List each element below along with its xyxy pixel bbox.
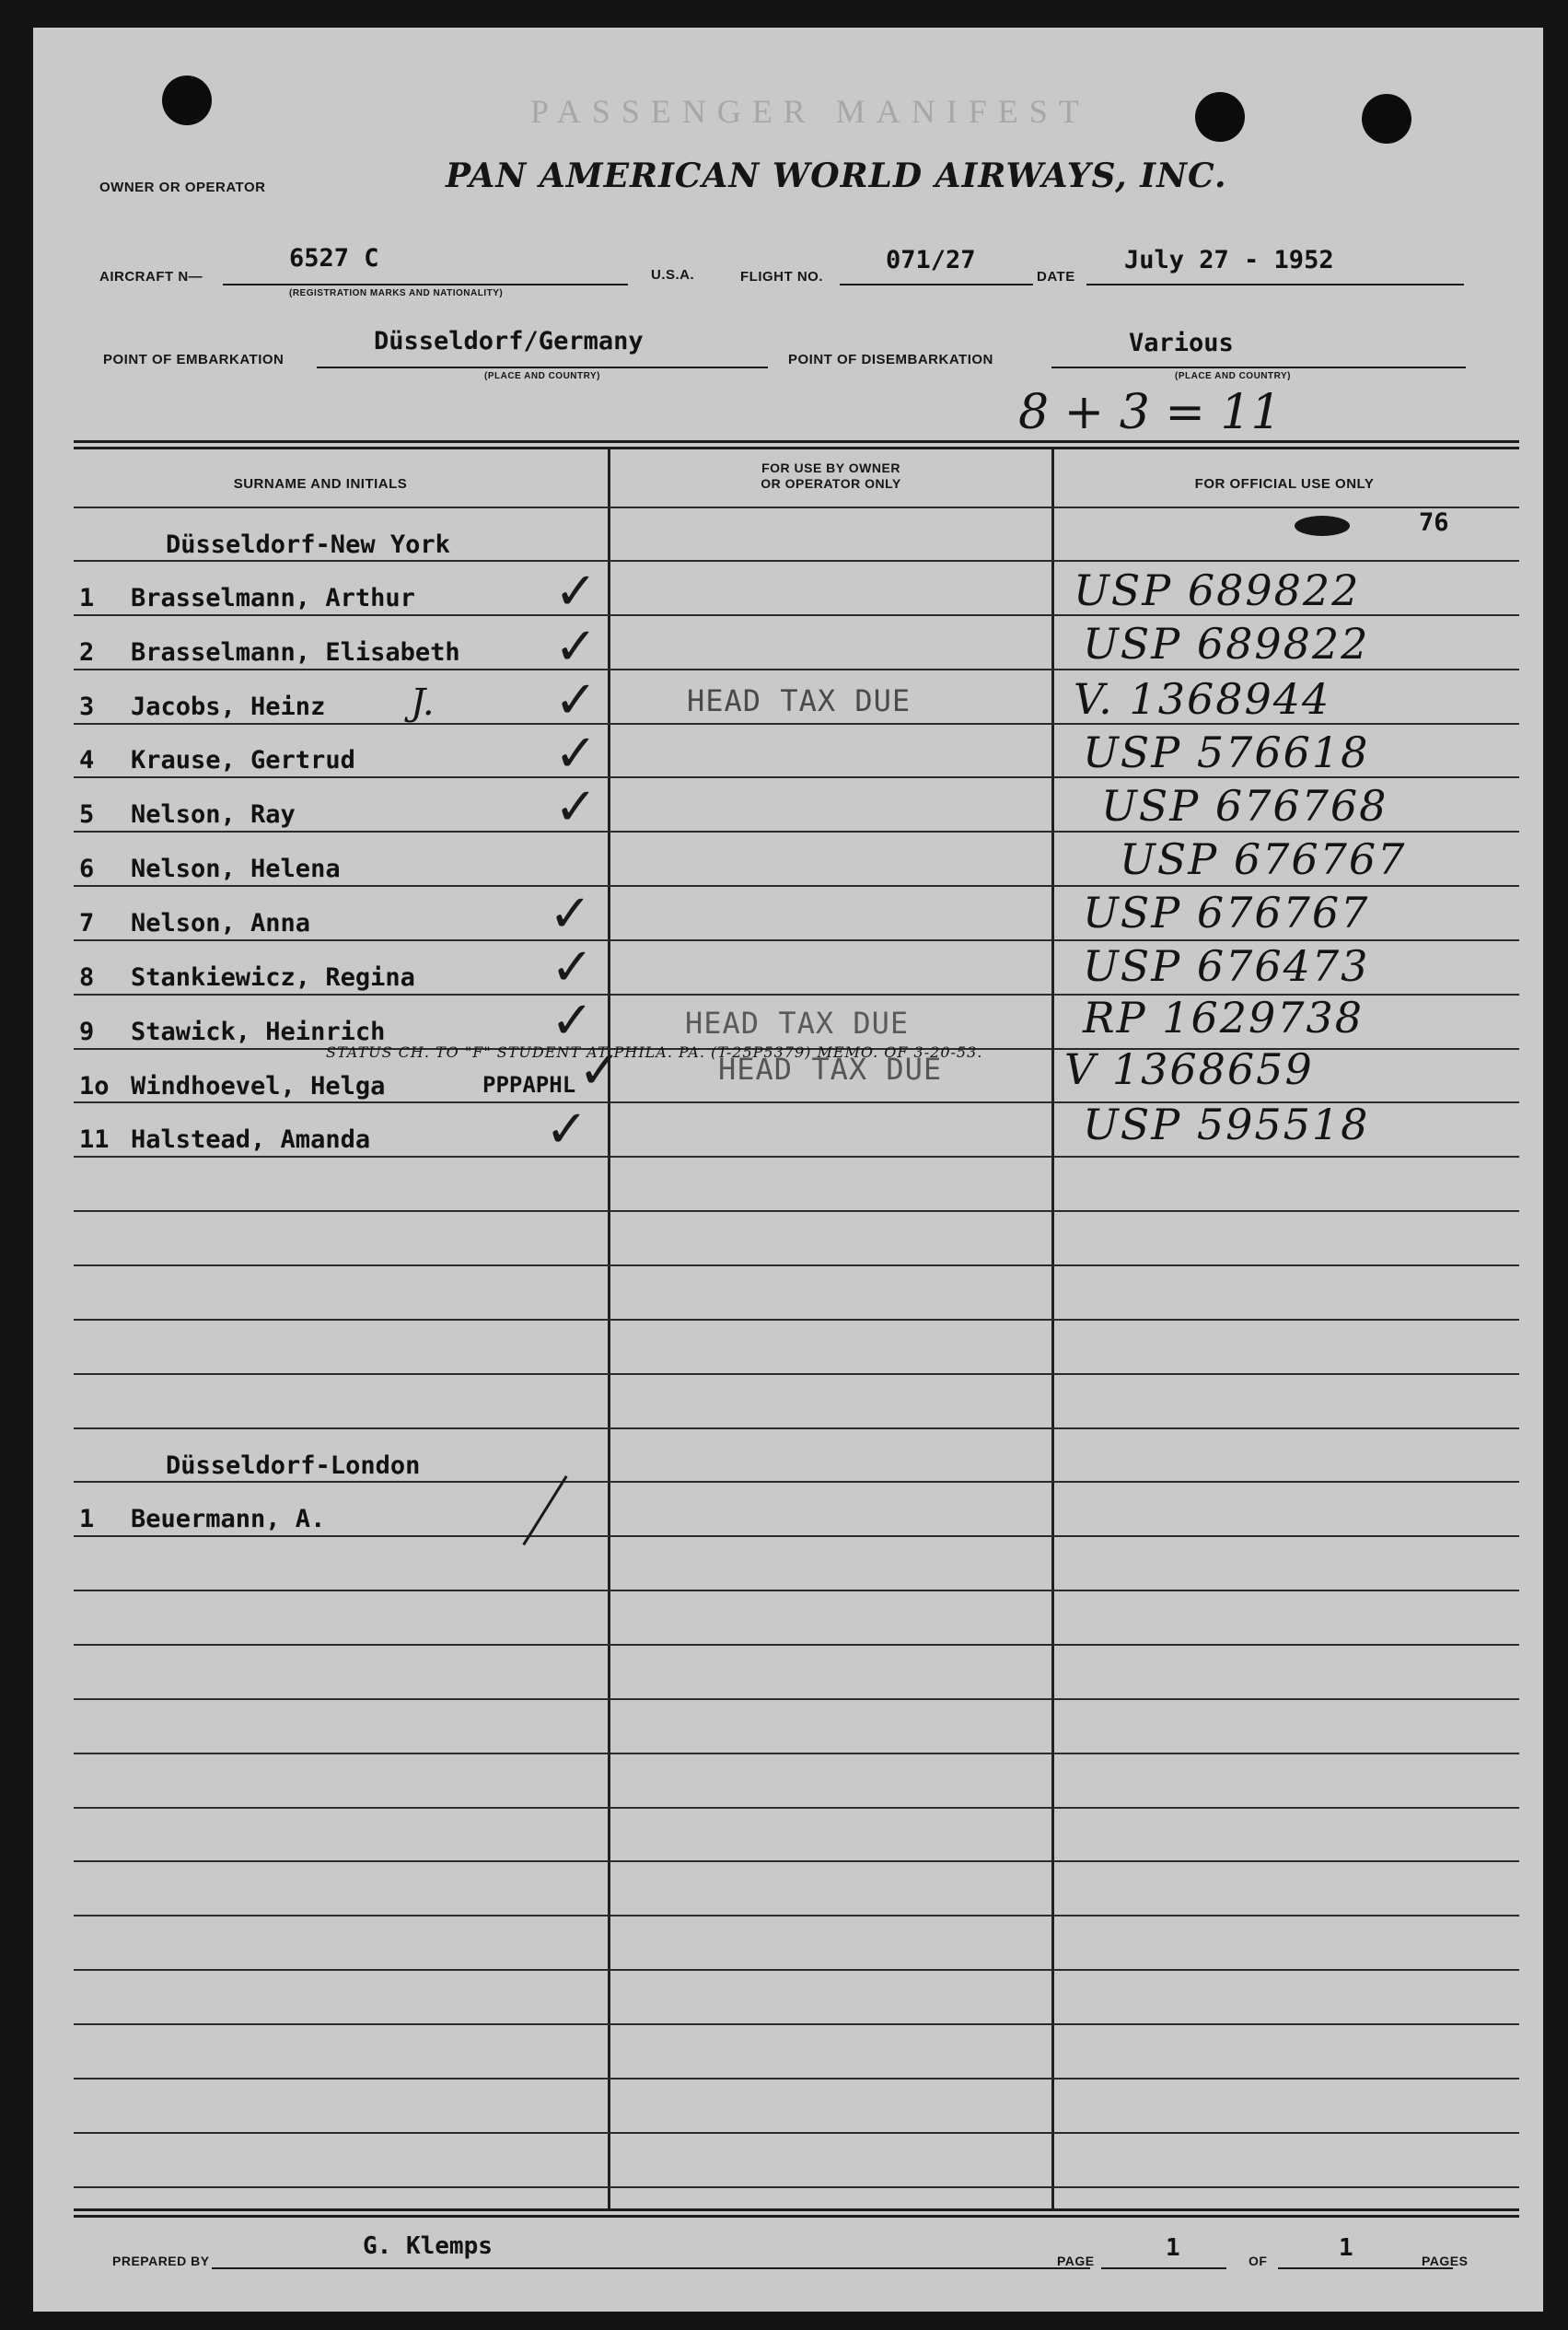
passenger-name: Nelson, Helena	[131, 855, 341, 883]
passenger-number: 4	[79, 746, 95, 775]
passenger-number: 11	[79, 1125, 110, 1154]
check-mark: ✓	[554, 724, 598, 784]
check-mark: ✓	[554, 777, 598, 837]
handwritten-initial: J.	[411, 682, 435, 724]
check-mark: ✓	[545, 1100, 588, 1159]
flight-label: FLIGHT NO.	[740, 269, 823, 285]
passenger-name: Krause, Gertrud	[131, 746, 355, 775]
passenger-number: 3	[79, 693, 95, 721]
check-mark: ✓	[554, 670, 598, 730]
official-entry: USP 689822	[1074, 565, 1361, 615]
owner-label: OWNER OR OPERATOR	[99, 180, 266, 195]
passenger-number: 1o	[79, 1072, 110, 1101]
passenger-name: Nelson, Anna	[131, 909, 311, 938]
passenger-name: Nelson, Ray	[131, 800, 296, 829]
section-heading: Düsseldorf-London	[166, 1451, 421, 1480]
official-entry: USP 676767	[1120, 834, 1407, 884]
official-entry: USP 595518	[1083, 1100, 1370, 1149]
official-entry: USP 689822	[1083, 619, 1370, 669]
usa-label: U.S.A.	[651, 267, 695, 283]
form-title: PASSENGER MANIFEST	[530, 93, 1090, 130]
official-top-number: 76	[1419, 508, 1449, 537]
passenger-tally: 8 + 3 = 11	[1018, 385, 1282, 440]
head-tax-stamp: HEAD TAX DUE	[685, 1006, 910, 1041]
passenger-number: 1	[79, 1505, 95, 1533]
passenger-number: 5	[79, 800, 95, 829]
passenger-name: Stawick, Heinrich	[131, 1018, 386, 1046]
registration-note: (REGISTRATION MARKS AND NATIONALITY)	[289, 288, 504, 298]
official-entry: USP 676768	[1101, 781, 1388, 831]
date-label: DATE	[1037, 269, 1075, 285]
passenger-name: Stankiewicz, Regina	[131, 963, 415, 992]
passenger-name: Brasselmann, Elisabeth	[131, 638, 460, 667]
prepared-label: PREPARED BY	[112, 2254, 210, 2268]
official-header: FOR OFFICIAL USE ONLY	[1194, 476, 1375, 492]
check-mark: ✓	[551, 991, 594, 1051]
status-memo: STATUS CH. TO "F" STUDENT AT PHILA. PA. (T-25P5379) MEMO. OF 3-20-53.	[326, 1043, 983, 1061]
manifest-sheet	[33, 28, 1543, 2312]
passenger-extra: PPPAPHL	[482, 1072, 576, 1098]
page-label: PAGE	[1057, 2254, 1095, 2268]
punch-hole	[1362, 94, 1411, 144]
ink-blot	[1295, 516, 1350, 536]
head-tax-stamp: HEAD TAX DUE	[718, 1052, 943, 1087]
passenger-number: 6	[79, 855, 95, 883]
date-value: July 27 - 1952	[1124, 246, 1334, 274]
passenger-number: 1	[79, 584, 95, 612]
passenger-name: Brasselmann, Arthur	[131, 584, 415, 612]
aircraft-label: AIRCRAFT N—	[99, 269, 203, 285]
passenger-name: Beuermann, A.	[131, 1505, 326, 1533]
passenger-number: 8	[79, 963, 95, 992]
embark-label: POINT OF EMBARKATION	[103, 352, 285, 367]
flight-value: 071/27	[886, 246, 976, 274]
head-tax-stamp: HEAD TAX DUE	[687, 683, 912, 718]
official-entry: USP 676473	[1083, 941, 1370, 991]
surname-header: SURNAME AND INITIALS	[233, 476, 408, 492]
check-mark: ✓	[554, 617, 598, 677]
of-label: OF	[1249, 2254, 1268, 2268]
official-entry: V 1368659	[1064, 1044, 1314, 1094]
place-note: (PLACE AND COUNTRY)	[484, 371, 600, 381]
punch-hole	[1195, 92, 1245, 142]
page-value: 1	[1166, 2234, 1180, 2262]
disembark-value: Various	[1129, 329, 1234, 357]
check-mark: ✓	[551, 938, 594, 997]
pages-label: PAGES	[1422, 2254, 1469, 2268]
of-value: 1	[1339, 2234, 1353, 2262]
owner-use-header-line1: FOR USE BY OWNER	[761, 460, 900, 475]
aircraft-value: 6527 C	[289, 244, 379, 273]
official-entry: USP 576618	[1083, 728, 1370, 777]
passenger-name: Halstead, Amanda	[131, 1125, 371, 1154]
embark-value: Düsseldorf/Germany	[374, 327, 644, 355]
check-mark: ✓	[549, 884, 592, 944]
official-entry: USP 676767	[1083, 888, 1370, 938]
passenger-number: 2	[79, 638, 95, 667]
section-heading: Düsseldorf-New York	[166, 530, 450, 559]
airline-name: PAN AMERICAN WORLD AIRWAYS, INC.	[446, 157, 1227, 195]
passenger-name: Jacobs, Heinz	[131, 693, 326, 721]
place-note: (PLACE AND COUNTRY)	[1175, 371, 1291, 381]
official-entry: V. 1368944	[1074, 674, 1331, 724]
passenger-number: 7	[79, 909, 95, 938]
prepared-value: G. Klemps	[363, 2232, 493, 2260]
disembark-label: POINT OF DISEMBARKATION	[788, 352, 993, 367]
owner-use-header-line2: OR OPERATOR ONLY	[761, 476, 901, 491]
check-mark: ✓	[578, 1041, 621, 1101]
passenger-name: Windhoevel, Helga	[131, 1072, 386, 1101]
punch-hole	[162, 76, 212, 125]
passenger-number: 9	[79, 1018, 95, 1046]
check-mark: ✓	[554, 562, 598, 622]
official-entry: RP 1629738	[1083, 993, 1365, 1043]
